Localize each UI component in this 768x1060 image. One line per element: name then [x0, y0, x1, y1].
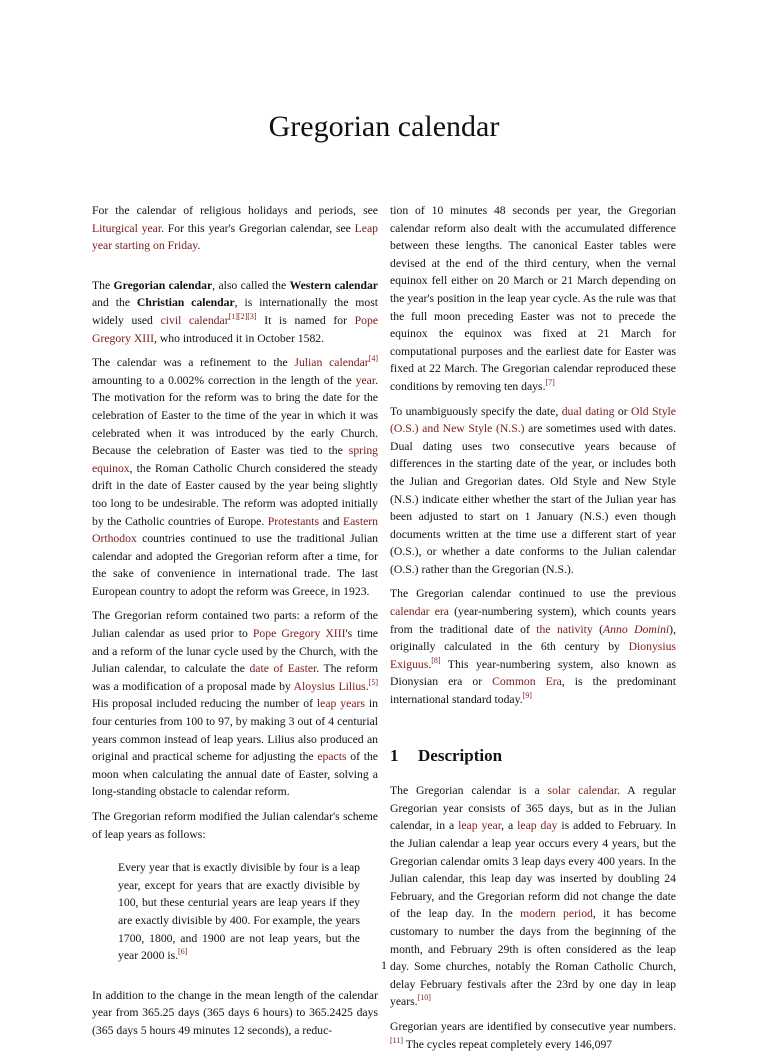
paragraph-reduction	[390, 202, 676, 396]
text: The calendar was a refinement to the	[92, 356, 295, 370]
link-leap-year-starting-on-friday[interactable]: Leap year starting on Friday	[92, 221, 378, 253]
text: To unambiguously specify the date,	[390, 404, 562, 418]
link-anno-domini[interactable]: Anno Domini	[603, 622, 670, 636]
link-spring-equinox[interactable]: spring equinox	[92, 444, 378, 475]
link-aloysius-lilius[interactable]: Aloysius Lilius	[293, 679, 366, 693]
link-leap-year[interactable]: leap year	[458, 819, 502, 833]
citation[interactable]: [9]	[522, 691, 532, 701]
text: and the	[92, 296, 137, 310]
link-pope-gregory-xiii[interactable]: Pope Gregory XIII	[92, 313, 378, 345]
link-the-nativity[interactable]: the nativity	[536, 622, 593, 636]
text: tion of 10 minutes 48 seconds per year, the Gregorian calendar reform also dealt with the accumulated difference between these lengths. The canonical Easter tables were devised at the end of the third century, when the vernal equinox fell either on 20 March or 21 March depending on the year's position in the leap year cycle. As the rule was that the full moon preceding Easter was not to precede the equinox the equinox was fixed at 21 March for computational purposes and the earliest date for Easter was fixed at 22 March. The Gregorian calendar reproduced these conditions by removing ten days.	[390, 204, 676, 393]
text: are sometimes used with dates. Dual dating uses two consecutive years because of differences in the starting date of the year, or includes both the Julian and Gregorian dates. Old Style and New Style (N.S.) indicate either whether the start of the Julian year has been adjusted to start on 1 January (N.S.) even though documents written at the time use a different start of year (O.S.), or whether a date conforms to the Julian calendar (O.S.) rather than the Gregorian (N.S.).	[390, 422, 676, 576]
section-number: 1	[390, 745, 399, 765]
citation[interactable]: [11]	[390, 1035, 404, 1045]
text: .	[197, 239, 201, 253]
text: , it has become customary to number the days from the beginning of the month, and February 29th is often considered as the leap day. Some churches, notably the Roman Catholic Church, delay February festivals after the 23rd by one day in leap years.	[390, 907, 677, 1009]
text: It is named for	[256, 313, 355, 327]
paragraph-mean-length: In addition to the change in the mean length of the calendar year from 365.25 days (365 days 6 hours) to 365.2425 days (365 days 5 hours 49 minutes 12 seconds), a reduc-	[92, 988, 378, 1037]
link-protestants[interactable]: Protestants	[267, 514, 320, 528]
citation[interactable]: [6]	[178, 947, 188, 957]
link-leap-years[interactable]: leap years	[316, 697, 365, 711]
text: Gregorian years are identified by consecutive year numbers.	[390, 1019, 676, 1033]
link-leap-day[interactable]: leap day	[517, 819, 558, 833]
text: . For this year's Gregorian calendar, see	[161, 221, 355, 235]
citation[interactable]: [4]	[368, 354, 378, 364]
text: His proposal included reducing the number of	[92, 697, 317, 711]
link-solar-calendar[interactable]: solar calendar	[547, 784, 618, 798]
text: The cycles repeat completely every 146,097	[403, 1037, 613, 1051]
blockquote	[118, 859, 360, 965]
text: in four centuries from 100 to 97, by making 3 out of 4 centurial years common instead of leap years. Lilius also produced an original and practical scheme for adjusting the	[92, 697, 378, 764]
text: The	[92, 278, 114, 292]
text: , also called the	[212, 278, 290, 292]
bold-term: Christian calendar	[136, 296, 235, 310]
link-pope-gregory-xiii[interactable]: Pope Gregory XIII	[252, 627, 346, 641]
link-eastern-orthodox[interactable]: Eastern Orthodox	[92, 514, 378, 546]
link-epacts[interactable]: epacts	[317, 750, 347, 764]
page-title: Gregorian calendar	[268, 110, 500, 143]
bold-term: Gregorian calendar	[113, 278, 213, 292]
link-dionysius-exiguus[interactable]: Dionysius Exiguus	[390, 640, 676, 671]
text: .	[365, 679, 369, 693]
link-liturgical-year[interactable]: Liturgical year	[92, 221, 162, 235]
text: The Gregorian calendar is a	[390, 784, 548, 798]
citation[interactable]: [10]	[417, 993, 431, 1003]
text: , is the predominant international standard today.	[390, 675, 676, 707]
link-dual-dating[interactable]: dual dating	[561, 404, 615, 418]
text: This year-numbering system, also known as Dionysian era or	[390, 657, 676, 689]
text: countries continued to use the traditional Julian calendar and adopted the Gregorian reform after a time, for the sake of convenience in international trade. The last European country to adopt the reform was Greece, in 1923.	[92, 532, 378, 598]
text: ), originally calculated in the 6th century by	[390, 622, 676, 654]
paragraph-leap-scheme: The Gregorian reform modified the Julian calendar's scheme of leap years as follows:	[92, 810, 378, 841]
link-modern-period[interactable]: modern period	[520, 907, 593, 921]
text: .	[428, 657, 432, 671]
text: The Gregorian reform contained two parts: a reform of the Julian calendar as used prior to	[92, 609, 378, 641]
link-old-style-new-style[interactable]: Old Style (O.S.) and New Style (N.S.)	[390, 404, 676, 436]
text: For the calendar of religious holidays and periods, see	[92, 204, 378, 217]
text: of the moon when calculating the annual date of Easter, solving a long-standing obstacle to calendar reform.	[92, 750, 378, 799]
citation[interactable]: [7]	[545, 378, 555, 388]
paragraph-year-numbers	[390, 1018, 676, 1053]
text: Every year that is exactly divisible by four is a leap year, except for years that are exactly divisible by 100, but these centurial years are leap years if they are exactly divisible by 400. For example, the years 1700, 1800, and 1900 are not leap years, but the year 2000 is.	[118, 861, 360, 963]
text: (year-numbering system), which counts years from the traditional date of	[390, 605, 676, 636]
bold-term: Western calendar	[289, 278, 378, 292]
link-calendar-era[interactable]: calendar era	[390, 605, 449, 619]
paragraph-refinement	[92, 354, 378, 600]
hatnote	[92, 202, 378, 255]
text: (	[592, 622, 604, 636]
paragraph-dual-dating	[390, 403, 676, 579]
text: 's time and a reform of the lunar cycle used by the Church, with the Julian calendar, to calculate the	[92, 627, 378, 676]
text: . A regular Gregorian year consists of 365 days, but as in the Julian calendar, in a	[390, 784, 677, 833]
text: . The reform was a modification of a proposal made by	[92, 662, 378, 693]
link-date-of-easter[interactable]: date of Easter	[249, 662, 317, 676]
paragraph-description	[390, 782, 676, 1011]
citation[interactable]: [8]	[431, 655, 441, 665]
citation[interactable]: [1][2][3]	[228, 312, 257, 322]
text: , a	[501, 819, 518, 833]
text: , who introduced it in October 1582.	[153, 331, 325, 345]
paragraph-calendar-era	[390, 585, 676, 708]
page-number: 1	[381, 958, 387, 972]
link-civil-calendar[interactable]: civil calendar	[160, 313, 229, 327]
paragraph-intro	[92, 277, 378, 347]
text: and	[319, 514, 343, 528]
text: or	[614, 404, 632, 418]
left-column	[92, 202, 378, 1047]
paragraph-reform-parts	[92, 607, 378, 801]
right-column	[390, 202, 676, 1060]
link-julian-calendar[interactable]: Julian calendar	[294, 356, 369, 370]
citation[interactable]: [5]	[368, 677, 378, 687]
text: The Gregorian calendar continued to use the previous	[390, 587, 676, 601]
section-title: Description	[418, 745, 503, 765]
text: . The motivation for the reform was to bring the date for the celebration of Easter to the time of the year in which it was celebrated when it was introduced by the early Church. Because the celebration of Easter was tied to the	[92, 373, 378, 458]
link-common-era[interactable]: Common Era	[492, 675, 562, 689]
link-year[interactable]: year	[355, 373, 376, 387]
text: is added to February. In the Julian calendar a leap year occurs every 4 years, but the Gregorian calendar omits 3 leap days every 400 years. In the Julian calendar, this leap day was inserted by doubling 24 February, and the Gregorian reform did not change the date of the leap day. In the	[390, 819, 676, 921]
text: , the Roman Catholic Church considered the steady drift in the date of Easter caused by the year being slightly too long to be undesirable. The reform was adopted initially by the Catholic countries of Europe.	[92, 461, 378, 528]
text: amounting to a 0.002% correction in the length of the	[92, 373, 356, 387]
section-heading-description	[390, 747, 676, 765]
text: , is internationally the most widely used	[92, 296, 379, 327]
